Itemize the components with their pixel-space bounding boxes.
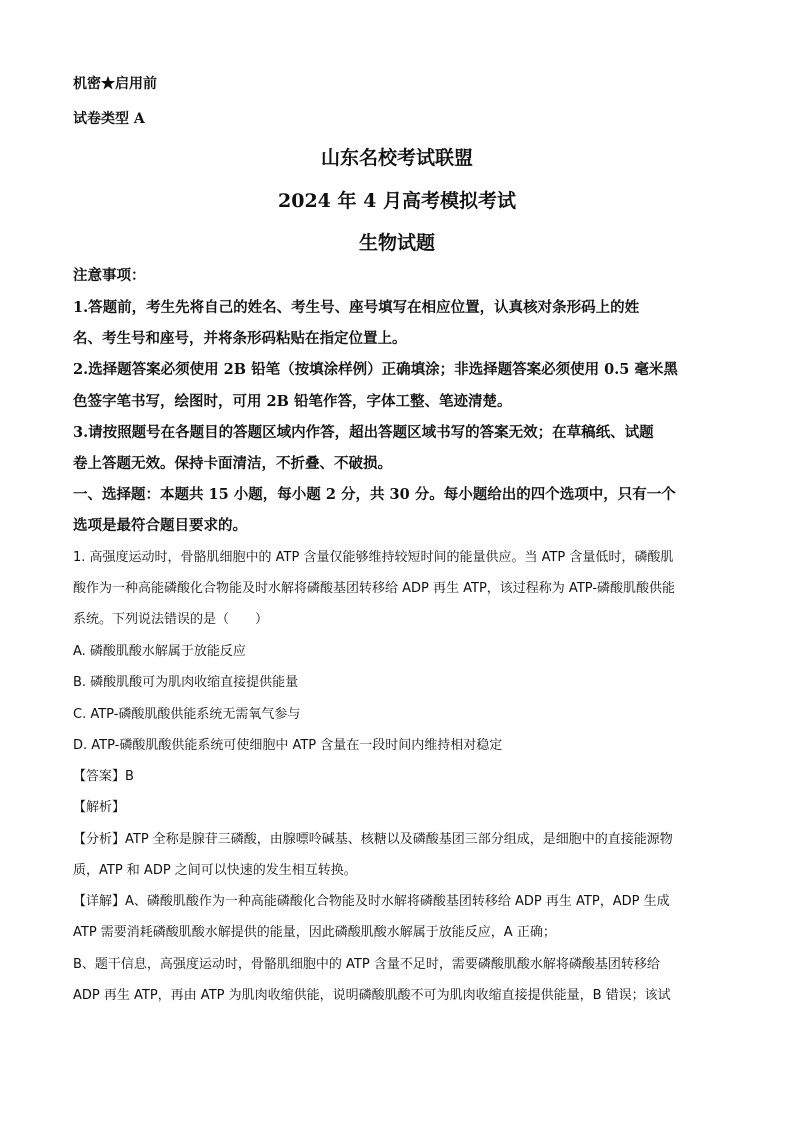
org-title: 山东名校考试联盟: [320, 147, 473, 169]
paper-type-label: 试卷类型 A: [73, 111, 145, 127]
answer-label: 【答案】B: [73, 769, 134, 784]
notice-item-2-line-2: 色签字笔书写，绘图时，可用 2B 铅笔作答，字体工整、笔迹清楚。: [73, 393, 512, 410]
notice-item-2-line-1: 2.选择题答案必须使用 2B 铅笔（按填涂样例）正确填涂；非选择题答案必须使用 0.5 毫米黑: [73, 361, 678, 378]
notice-item-3-line-1: 3.请按照题号在各题目的答题区域内作答，超出答题区域书写的答案无效；在草稿纸、试题: [73, 424, 654, 441]
question-1-option-c: C. ATP-磷酸肌酸供能系统无需氧气参与: [73, 707, 301, 722]
question-1-option-d: D. ATP-磷酸肌酸供能系统可使细胞中 ATP 含量在一段时间内维持相对稳定: [73, 738, 503, 753]
detail-line-3: B、题干信息，高强度运动时，骨骼肌细胞中的 ATP 含量不足时，需要磷酸肌酸水解将磷酸基团转移给: [73, 957, 660, 972]
question-1-stem-line-3: 系统。下列说法错误的是（ ）: [73, 612, 269, 627]
question-1-option-a: A. 磷酸肌酸水解属于放能反应: [73, 644, 246, 659]
analysis-line-1: 【分析】ATP 全称是腺苷三磷酸，由腺嘌呤碱基、核糖以及磷酸基团三部分组成，是细胞中的直接能源物: [73, 832, 673, 847]
confidential-label: 机密★启用前: [73, 76, 157, 92]
analysis-heading: 【解析】: [73, 800, 126, 815]
notice-item-3-line-2: 卷上答题无效。保持卡面清洁，不折叠、不破损。: [73, 455, 392, 472]
detail-line-2: ATP 需要消耗磷酸肌酸水解提供的能量，因此磷酸肌酸水解属于放能反应，A 正确；: [73, 925, 556, 940]
question-1-stem-line-2: 酸作为一种高能磷酸化合物能及时水解将磷酸基团转移给 ADP 再生 ATP，该过程称为 ATP-磷酸肌酸供能: [73, 581, 676, 596]
detail-line-1: 【详解】A、磷酸肌酸作为一种高能磷酸化合物能及时水解将磷酸基团转移给 ADP 再生 ATP，ADP 生成: [73, 894, 670, 909]
section-heading-line-2: 选项是最符合题目要求的。: [73, 517, 247, 534]
detail-line-4: ADP 再生 ATP，再由 ATP 为肌肉收缩供能，说明磷酸肌酸不可为肌肉收缩直接提供能量，B 错误；该试: [73, 988, 671, 1003]
question-1-stem-line-1: 1. 高强度运动时，骨骼肌细胞中的 ATP 含量仅能够维持较短时间的能量供应。当 ATP 含量低时，磷酸肌: [73, 550, 674, 565]
section-heading-line-1: 一、选择题：本题共 15 小题，每小题 2 分，共 30 分。每小题给出的四个选项中，只有一个: [73, 486, 676, 503]
notice-item-1-line-1: 1.答题前，考生先将自己的姓名、考生号、座号填写在相应位置，认真核对条形码上的姓: [73, 299, 640, 316]
exam-title: 2024 年 4 月高考模拟考试: [278, 190, 516, 212]
notice-heading: 注意事项：: [73, 267, 146, 284]
subject-title: 生物试题: [358, 232, 435, 254]
question-1-option-b: B. 磷酸肌酸可为肌肉收缩直接提供能量: [73, 675, 299, 690]
analysis-line-2: 质，ATP 和 ADP 之间可以快速的发生相互转换。: [73, 863, 357, 878]
notice-item-1-line-2: 名、考生号和座号，并将条形码粘贴在指定位置上。: [73, 330, 407, 347]
